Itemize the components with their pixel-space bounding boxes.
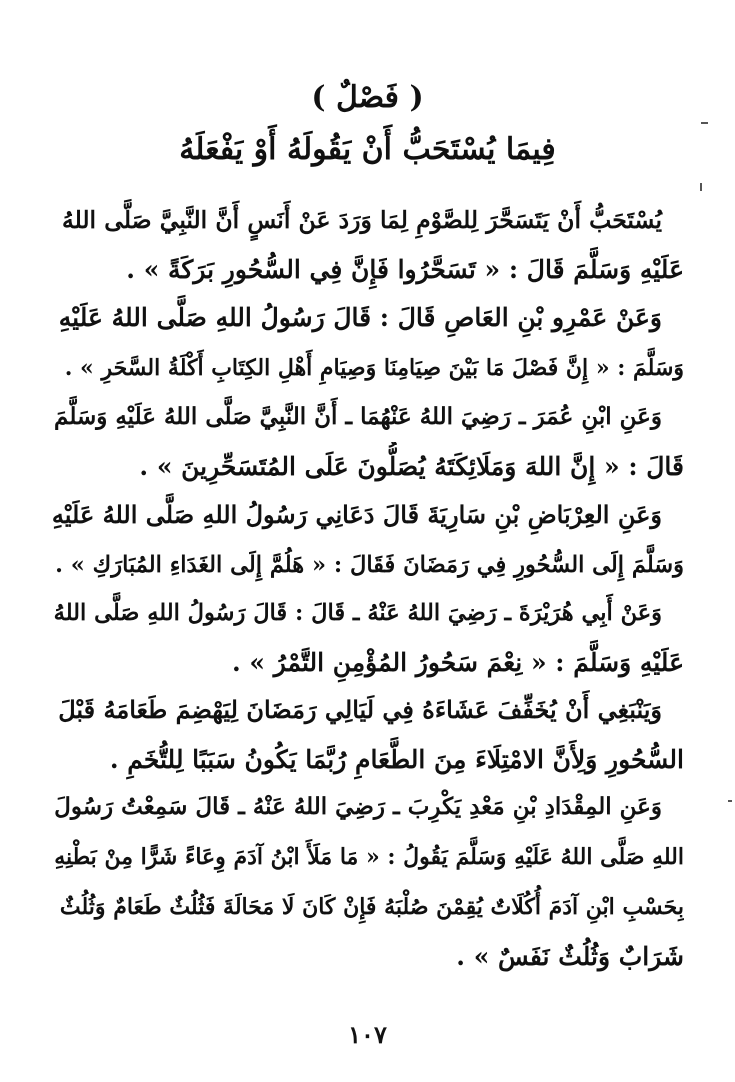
- paragraph-line: وَسَلَّمَ : « إِنَّ فَصْلَ مَا بَيْنَ صِيَامِنَا وَصِيَامِ أَهْلِ الكِتَابِ أَكْلَةُ السَّحَرِ » .: [64, 355, 684, 381]
- paragraph-light-dinner: [52, 685, 684, 785]
- paragraph-miqdad-ibn-madikarib: [52, 782, 684, 982]
- paragraph-line: يُسْتَحَبُّ أَنْ يَتَسَحَّرَ لِلصَّوْمِ لِمَا وَرَدَ عَنْ أَنَسٍ أَنَّ النَّبِيَّ صَلَّى اللهُ: [61, 206, 662, 234]
- paragraph-line: وَعَنْ عَمْرِو بْنِ العَاصِ قَالَ : قَالَ رَسُولُ اللهِ صَلَّى اللهُ عَلَيْهِ: [58, 303, 662, 332]
- scan-mark: [700, 183, 702, 191]
- paragraph-line: وَعَنِ العِرْبَاضِ بْنِ سَارِيَةَ قَالَ دَعَانِي رَسُولُ اللهِ صَلَّى اللهُ عَلَيْهِ: [52, 500, 662, 529]
- paragraph-line: عَلَيْهِ وَسَلَّمَ : « نِعْمَ سَحُورُ المُؤْمِنِ التَّمْرُ » .: [231, 648, 684, 677]
- paragraph-abu-hurayrah: [52, 588, 684, 688]
- scan-mark: [728, 800, 732, 802]
- paragraph-line: قَالَ : « إِنَّ اللهَ وَمَلَائِكَتَهُ يُصَلُّونَ عَلَى المُتَسَحِّرِينَ » .: [139, 452, 684, 481]
- scan-mark: [701, 122, 708, 124]
- paragraph-line: وَعَنِ ابْنِ عُمَرَ ـ رَضِيَ اللهُ عَنْهُمَا ـ أَنَّ النَّبِيَّ صَلَّى اللهُ عَلَيْهِ وَسَلَّمَ: [54, 403, 662, 430]
- paragraph-line: وَيَنْبَغِي أَنْ يُخَفِّفَ عَشَاءَهُ فِي لَيَالِي رَمَضَانَ لِيَهْضِمَ طَعَامَهُ قَبْلَ: [58, 695, 662, 724]
- paragraph-line: بِحَسْبِ ابْنِ آدَمَ أُكُلَاتٌ يُقِمْنَ صُلْبَهُ فَإِنْ كَانَ لَا مَحَالَةَ فَثُلُثٌ طَعَامٌ وَثُلُثٌ: [59, 894, 684, 920]
- paragraph-line: وَسَلَّمَ إِلَى السُّحُورِ فِي رَمَضَانَ فَقَالَ : « هَلُمَّ إِلَى الغَدَاءِ المُبَارَكِ » .: [55, 552, 684, 578]
- paragraph-line: شَرَابٌ وَثُلُثٌ نَفَسٌ » .: [456, 942, 684, 971]
- paragraph-line: وَعَنِ المِقْدَادِ بْنِ مَعْدِ يَكْرِبَ ـ رَضِيَ اللهُ عَنْهُ ـ قَالَ سَمِعْتُ رَسُولَ: [54, 793, 662, 820]
- paragraph-suhoor-barakah: [52, 195, 684, 295]
- paragraph-line: وَعَنْ أَبِي هُرَيْرَةَ ـ رَضِيَ اللهُ عَنْهُ ـ قَالَ : قَالَ رَسُولُ اللهِ صَلَّى اللهُ: [53, 600, 662, 626]
- paragraph-ibn-umar: [52, 392, 684, 492]
- section-heading: ( فَصْلٌ ): [311, 80, 424, 115]
- paragraph-line: عَلَيْهِ وَسَلَّمَ قَالَ : « تَسَحَّرُوا فَإِنَّ فِي السُّحُورِ بَرَكَةً » .: [126, 255, 684, 284]
- paragraph-line: السُّحُورِ وَلِأَنَّ الامْتِلَاءَ مِنَ الطَّعَامِ رُبَّمَا يَكُونُ سَبَبًا لِلتُّخَمِ .: [109, 745, 684, 774]
- section-subheading: فِيمَا يُسْتَحَبُّ أَنْ يَقُولَهُ أَوْ يَفْعَلَهُ: [179, 132, 556, 167]
- page-number: ١٠٧: [348, 1020, 387, 1049]
- paragraph-amr-ibn-al-as: [52, 293, 684, 393]
- paragraph-line: اللهِ صَلَّى اللهُ عَلَيْهِ وَسَلَّمَ يَقُولُ : « مَا مَلَأَ ابْنُ آدَمَ وِعَاءً شَرًّا مِنْ بَطْنِهِ: [54, 844, 684, 870]
- paragraph-irbad-ibn-sariyah: [52, 490, 684, 590]
